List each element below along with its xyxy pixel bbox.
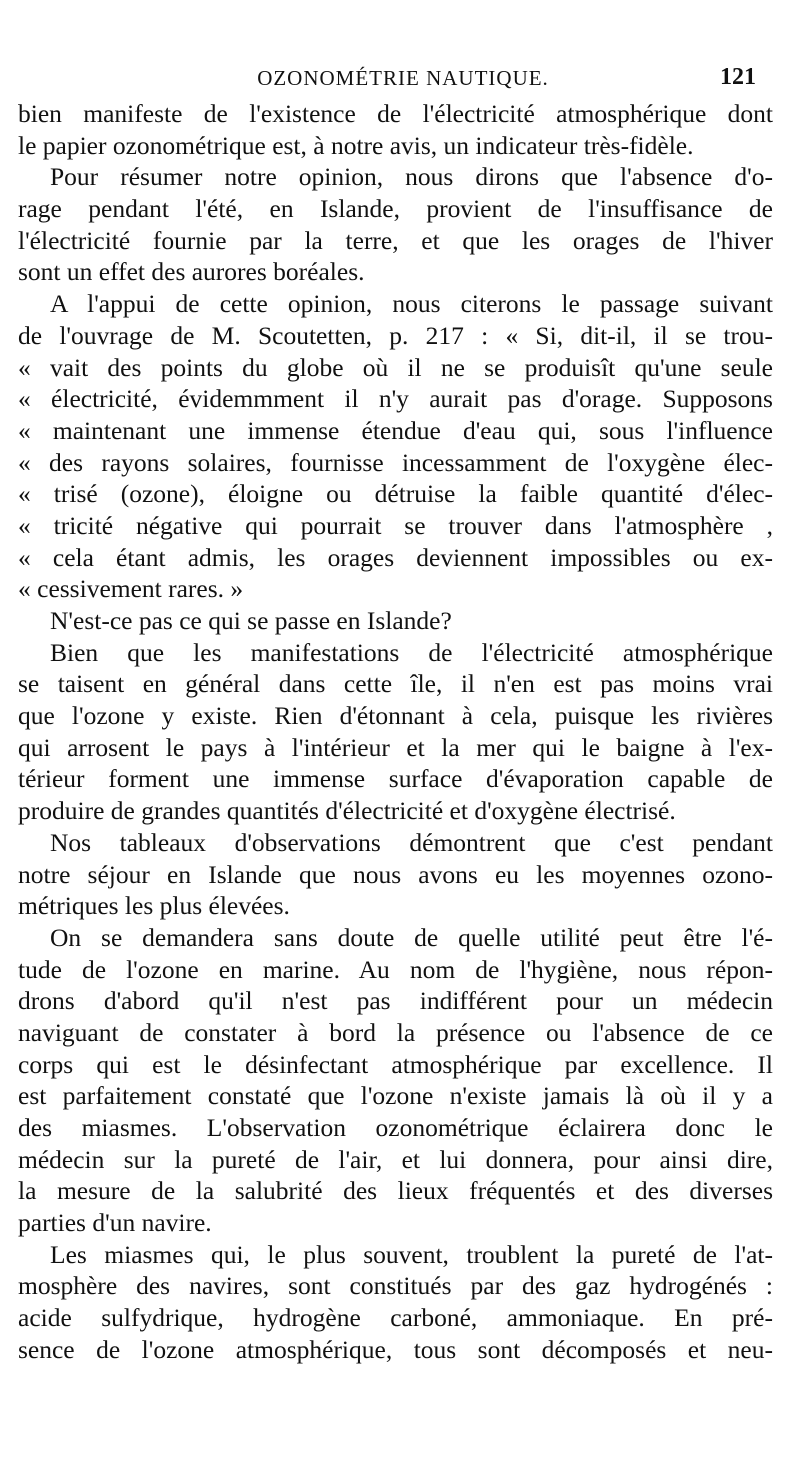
text-line: Pour résumer notre opinion, nous dirons que l'absence d'o- — [50, 162, 773, 192]
text-line: est parfaitement constaté que l'ozone n'existe jamais là où il y a — [18, 1081, 773, 1111]
text-line: On se demandera sans doute de quelle utilité peut être l'é- — [50, 922, 773, 952]
text-line: naviguant de constater à bord la présence ou l'absence de ce — [18, 1017, 773, 1047]
book-page — [18, 58, 788, 1366]
text-line: « électricité, évidemmment il n'y aurait pas d'orage. Supposons — [18, 384, 773, 414]
text-line: A l'appui de cette opinion, nous citerons le passage suivant — [50, 289, 773, 319]
text-line: corps qui est le désinfectant atmosphérique par excellence. Il — [18, 1049, 773, 1079]
text-line: de l'ouvrage de M. Scoutetten, p. 217 : « Si, dit-il, il se trou- — [18, 320, 773, 350]
text-line: « trisé (ozone), éloigne ou détruise la faible quantité d'élec- — [18, 479, 773, 509]
text-line: Bien que les manifestations de l'électricité atmosphérique — [50, 637, 773, 667]
text-line: qui arrosent le pays à l'intérieur et la mer qui le baigne à l'ex- — [18, 732, 773, 762]
text-line: térieur forment une immense surface d'évaporation capable de — [18, 764, 773, 794]
text-line: métriques les plus élevées. — [18, 891, 290, 921]
text-line: des miasmes. L'observation ozonométrique éclairera donc le — [18, 1113, 773, 1142]
text-line: sence de l'ozone atmosphérique, tous sont décomposés et neu- — [18, 1334, 773, 1364]
text-line: notre séjour en Islande que nous avons eu les moyennes ozono- — [18, 859, 773, 889]
text-line: le papier ozonométrique est, à notre avis, un indicateur très-fidèle. — [18, 130, 694, 160]
text-line: médecin sur la pureté de l'air, et lui donnera, pour ainsi dire, — [18, 1144, 773, 1174]
text-line: produire de grandes quantités d'électricité et d'oxygène électrisé. — [18, 796, 676, 826]
text-line: que l'ozone y existe. Rien d'étonnant à cela, puisque les rivières — [18, 701, 773, 731]
text-line: acide sulfydrique, hydrogène carboné, ammoniaque. En pré- — [18, 1303, 773, 1333]
text-line: tude de l'ozone en marine. Au nom de l'hygiène, nous répon- — [18, 954, 773, 984]
text-line: drons d'abord qu'il n'est pas indifférent pour un médecin — [18, 986, 773, 1016]
text-line: « maintenant une immense étendue d'eau qui, sous l'influence — [18, 415, 773, 445]
text-line: N'est-ce pas ce qui se passe en Islande? — [50, 606, 452, 635]
text-line: mosphère des navires, sont constitués par des gaz hydrogénés : — [18, 1271, 773, 1301]
running-title: OZONOMÉTRIE NAUTIQUE. — [257, 66, 549, 90]
text-line: « vait des points du globe où il ne se produisît qu'une seule — [18, 352, 773, 382]
text-line: bien manifeste de l'existence de l'électricité atmosphérique dont — [18, 99, 773, 128]
text-line: l'électricité fournie par la terre, et que les orages de l'hiver — [18, 225, 773, 255]
text-line: Les miasmes qui, le plus souvent, troublent la pureté de l'at- — [50, 1239, 773, 1269]
text-line: se taisent en général dans cette île, il n'en est pas moins vrai — [18, 669, 773, 699]
text-line: rage pendant l'été, en Islande, provient de l'insuffisance de — [18, 194, 773, 224]
text-line: « des rayons solaires, fournisse incessamment de l'oxygène élec- — [18, 447, 773, 477]
text-line: « tricité négative qui pourrait se trouver dans l'atmosphère , — [18, 510, 773, 540]
page-header — [18, 58, 788, 98]
body-text — [18, 98, 773, 1366]
text-line: sont un effet des aurores boréales. — [18, 257, 365, 287]
page-number: 121 — [720, 64, 756, 90]
text-line: « cela étant admis, les orages deviennent impossibles ou ex- — [18, 542, 773, 572]
text-line: Nos tableaux d'observations démontrent que c'est pendant — [50, 827, 773, 857]
text-line: la mesure de la salubrité des lieux fréquentés et des diverses — [18, 1176, 773, 1206]
text-line: « cessivement rares. » — [18, 574, 244, 604]
text-line: parties d'un navire. — [18, 1208, 212, 1238]
